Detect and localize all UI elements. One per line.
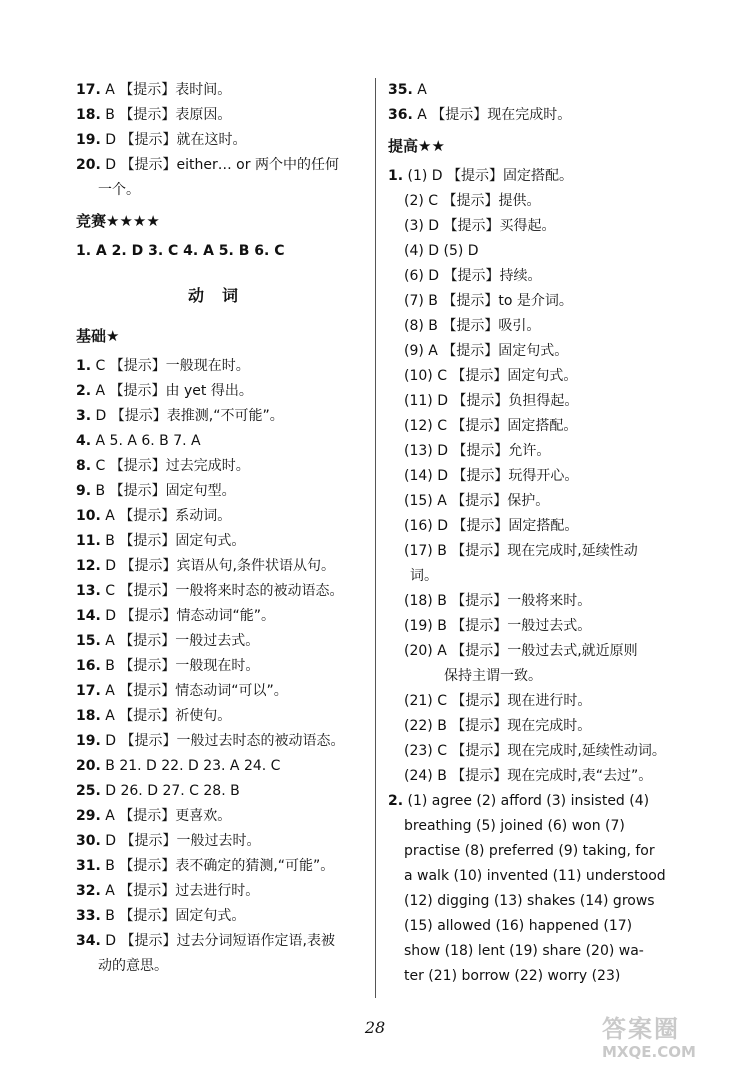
sub-answer: (19) B 【提示】一般过去式。	[404, 618, 592, 634]
sub-answer: (16) D 【提示】固定搭配。	[404, 518, 579, 534]
sub-answer: (15) A 【提示】保护。	[404, 493, 550, 509]
answer-continuation: 动的意思。	[98, 958, 168, 974]
answer-item	[76, 429, 368, 454]
item-text: D 【提示】一般过去时态的被动语态。	[100, 733, 345, 749]
sub-answer: (4) D (5) D	[404, 243, 479, 259]
item-number: 16.	[76, 658, 101, 674]
sub-answer: (8) B 【提示】吸引。	[404, 318, 541, 334]
answer-item	[388, 164, 718, 189]
sub-answer: (9) A 【提示】固定句式。	[404, 343, 569, 359]
sub-answer: (3) D 【提示】买得起。	[404, 218, 556, 234]
answer-item	[76, 379, 368, 404]
item-number: 34.	[76, 933, 101, 949]
item-text: A 【提示】情态动词“可以”。	[100, 683, 288, 699]
answer-item	[76, 654, 368, 679]
answer-item	[76, 78, 368, 103]
item-number: 14.	[76, 608, 101, 624]
item-text: (1) D 【提示】固定搭配。	[403, 168, 574, 184]
item-text: (1) agree (2) afford (3) insisted (4)	[403, 793, 650, 809]
item-number: 3.	[76, 408, 92, 424]
item-text: A 【提示】过去进行时。	[100, 883, 260, 899]
item-number: 1.	[76, 358, 92, 374]
item-number: 35.	[388, 82, 413, 98]
item-number: 15.	[76, 633, 101, 649]
sub-answer: (17) B 【提示】现在完成时,延续性动	[404, 543, 638, 559]
item-text: B 【提示】固定句型。	[91, 483, 236, 499]
answer-item	[76, 604, 368, 629]
sub-answer: (10) C 【提示】固定句式。	[404, 368, 578, 384]
item-text: D 【提示】either… or 两个中的任何	[100, 157, 339, 173]
item-number: 19.	[76, 733, 101, 749]
answer-item	[76, 454, 368, 479]
answer-item	[76, 829, 368, 854]
answer-item	[76, 804, 368, 829]
item-number: 29.	[76, 808, 101, 824]
item-text: A 【提示】一般过去式。	[100, 633, 260, 649]
item-number: 20.	[76, 157, 101, 173]
sub-answer: (20) A 【提示】一般过去式,就近原则	[404, 643, 638, 659]
answer-item	[76, 704, 368, 729]
answer-continuation: 词。	[410, 568, 438, 584]
item-number: 8.	[76, 458, 92, 474]
item-number: 33.	[76, 908, 101, 924]
item-text: C 【提示】一般现在时。	[91, 358, 250, 374]
answer-item	[76, 729, 368, 754]
answer-item	[76, 754, 368, 779]
item-number: 36.	[388, 107, 413, 123]
sub-answer: (2) C 【提示】提供。	[404, 193, 541, 209]
item-number: 32.	[76, 883, 101, 899]
sub-answer: (14) D 【提示】玩得开心。	[404, 468, 579, 484]
answer-item	[76, 779, 368, 804]
item-text: D 26. D 27. C 28. B	[100, 783, 240, 799]
answer-item	[76, 879, 368, 904]
answer-item	[76, 504, 368, 529]
item-text: D 【提示】宾语从句,条件状语从句。	[100, 558, 335, 574]
item-number: 12.	[76, 558, 101, 574]
sub-answer: (12) C 【提示】固定搭配。	[404, 418, 578, 434]
left-column	[76, 78, 368, 979]
item-number: 2.	[76, 383, 92, 399]
item-text: D 【提示】就在这时。	[100, 132, 247, 148]
answer-item	[76, 929, 368, 954]
item-number: 17.	[76, 683, 101, 699]
item-text: A 5. A 6. B 7. A	[91, 433, 201, 449]
item-number: 17.	[76, 82, 101, 98]
item-number: 19.	[76, 132, 101, 148]
section-heading: 提高★★	[388, 137, 445, 155]
item-text: A 【提示】系动词。	[100, 508, 232, 524]
answer-item	[76, 153, 368, 178]
section-title: 动词	[187, 286, 256, 305]
item-number: 18.	[76, 107, 101, 123]
watermark-top: 答案圈	[602, 1015, 680, 1043]
item-text: A 【提示】更喜欢。	[100, 808, 232, 824]
right-column	[388, 78, 718, 989]
answer-item	[76, 479, 368, 504]
answer-continuation: practise (8) preferred (9) taking, for	[404, 843, 655, 859]
item-number: 13.	[76, 583, 101, 599]
item-text: A	[412, 82, 427, 98]
answer-continuation: ter (21) borrow (22) worry (23)	[404, 968, 621, 984]
answer-item	[76, 854, 368, 879]
item-number: 18.	[76, 708, 101, 724]
item-number: 25.	[76, 783, 101, 799]
answer-item	[76, 404, 368, 429]
sub-answer: (18) B 【提示】一般将来时。	[404, 593, 592, 609]
item-text: A 【提示】由 yet 得出。	[91, 383, 253, 399]
sub-answer: (23) C 【提示】现在完成时,延续性动词。	[404, 743, 666, 759]
answer-line: 1. A 2. D 3. C 4. A 5. B 6. C	[76, 243, 285, 259]
item-number: 30.	[76, 833, 101, 849]
answer-item	[76, 629, 368, 654]
item-text: B 【提示】表原因。	[100, 107, 232, 123]
item-number: 31.	[76, 858, 101, 874]
sub-answer: (24) B 【提示】现在完成时,表“去过”。	[404, 768, 653, 784]
answer-item	[76, 354, 368, 379]
sub-answer: (6) D 【提示】持续。	[404, 268, 542, 284]
answer-item	[76, 579, 368, 604]
spacer	[76, 264, 368, 274]
page-number: 28	[364, 1018, 386, 1037]
watermark-bottom: MXQE.COM	[602, 1043, 696, 1061]
answer-item	[76, 904, 368, 929]
item-number: 20.	[76, 758, 101, 774]
answer-continuation: 保持主谓一致。	[444, 668, 542, 684]
answer-item	[76, 554, 368, 579]
item-text: A 【提示】现在完成时。	[412, 107, 572, 123]
item-text: B 【提示】固定句式。	[100, 908, 246, 924]
item-text: B 【提示】固定句式。	[100, 533, 246, 549]
item-number: 10.	[76, 508, 101, 524]
answer-item	[76, 128, 368, 153]
item-text: C 【提示】过去完成时。	[91, 458, 250, 474]
item-text: B 【提示】表不确定的猜测,“可能”。	[100, 858, 335, 874]
section-heading: 基础★	[76, 327, 120, 345]
item-number: 4.	[76, 433, 92, 449]
sub-answer: (22) B 【提示】现在完成时。	[404, 718, 592, 734]
answer-continuation: (12) digging (13) shakes (14) grows	[404, 893, 655, 909]
item-text: D 【提示】一般过去时。	[100, 833, 261, 849]
answer-continuation: 一个。	[98, 182, 140, 198]
answer-continuation: breathing (5) joined (6) won (7)	[404, 818, 625, 834]
item-text: B 21. D 22. D 23. A 24. C	[100, 758, 281, 774]
sub-answer: (13) D 【提示】允许。	[404, 443, 551, 459]
section-heading: 竞赛★★★★	[76, 212, 160, 230]
answer-continuation: a walk (10) invented (11) understood	[404, 868, 666, 884]
sub-answer: (11) D 【提示】负担得起。	[404, 393, 579, 409]
sub-answer: (7) B 【提示】to 是介词。	[404, 293, 573, 309]
answer-continuation: (15) allowed (16) happened (17)	[404, 918, 633, 934]
item-text: D 【提示】过去分词短语作定语,表被	[100, 933, 335, 949]
item-text: A 【提示】祈使句。	[100, 708, 232, 724]
answer-item	[76, 103, 368, 128]
watermark-logo	[602, 1016, 742, 1066]
item-number: 1.	[388, 168, 404, 184]
sub-answer: (21) C 【提示】现在进行时。	[404, 693, 592, 709]
item-text: D 【提示】情态动词“能”。	[100, 608, 275, 624]
item-text: B 【提示】一般现在时。	[100, 658, 260, 674]
answer-item	[388, 789, 718, 814]
answer-continuation: show (18) lent (19) share (20) wa-	[404, 943, 644, 959]
answer-item	[76, 679, 368, 704]
answer-item	[76, 529, 368, 554]
answer-item	[388, 103, 718, 128]
item-number: 9.	[76, 483, 92, 499]
item-number: 2.	[388, 793, 404, 809]
item-number: 11.	[76, 533, 101, 549]
answer-item	[388, 78, 718, 103]
item-text: C 【提示】一般将来时态的被动语态。	[100, 583, 344, 599]
column-divider	[375, 78, 376, 998]
item-text: A 【提示】表时间。	[100, 82, 232, 98]
item-text: D 【提示】表推测,“不可能”。	[91, 408, 284, 424]
